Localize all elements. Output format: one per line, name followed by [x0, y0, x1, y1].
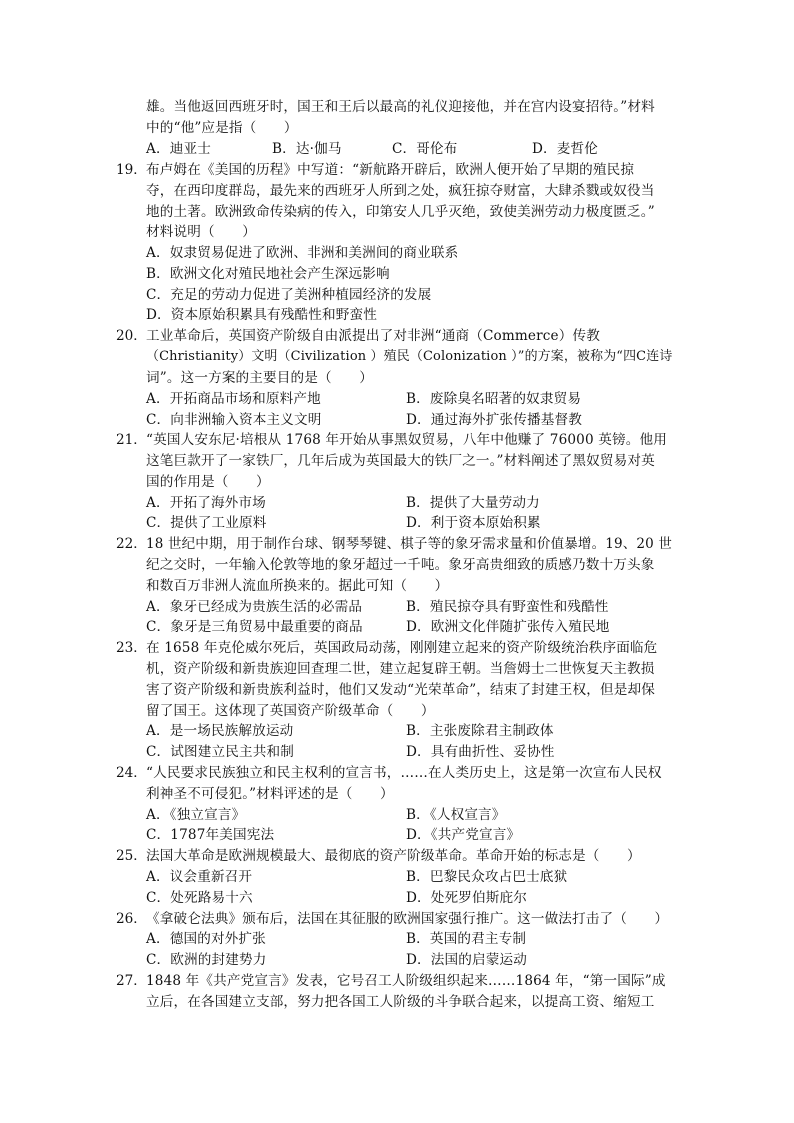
question-20-option-a[interactable]: A．开拓商品市场和原料产地: [146, 391, 321, 407]
question-19-option-b[interactable]: B．欧洲文化对殖民地社会产生深远影响: [146, 266, 390, 282]
question-18-line-1: 雄。当他返回西班牙时，国王和王后以最高的礼仪迎接他，并在宫内设宴招待。”材料: [146, 99, 655, 115]
question-19-option-a[interactable]: A．奴隶贸易促进了欧洲、非洲和美洲间的商业联系: [146, 245, 459, 261]
question-24-option-c[interactable]: C．1787年美国宪法: [146, 827, 275, 843]
question-21-option-d[interactable]: D．利于资本原始积累: [406, 515, 541, 531]
question-18-option-c[interactable]: C．哥伦布: [392, 141, 458, 157]
question-23-line-1: 在 1658 年克伦威尔死后，英国政局动荡，刚刚建立起来的资产阶级统治秩序面临危: [146, 640, 658, 656]
question-20-option-b[interactable]: B．废除臭名昭著的奴隶贸易: [406, 391, 582, 407]
question-22-line-3: 和数百万非洲人流血所换来的。据此可知（ ）: [146, 578, 449, 594]
question-26-option-a[interactable]: A．德国的对外扩张: [146, 931, 266, 947]
question-21-option-b[interactable]: B．提供了大量劳动力: [406, 495, 540, 511]
question-22-option-a[interactable]: A．象牙已经成为贵族生活的必需品: [146, 599, 363, 615]
question-number: 26．: [116, 911, 147, 927]
question-19-line-1: 布卢姆在《美国的历程》中写道：“新航路开辟后，欧洲人便开始了早期的殖民掠: [146, 162, 635, 178]
question-number: 20．: [116, 328, 147, 344]
question-22-line-1: 18 世纪中期，用于制作台球、钢琴琴键、棋子等的象牙需求量和价值暴增。19、20 世: [146, 536, 673, 552]
question-21-option-c[interactable]: C．提供了工业原料: [146, 515, 267, 531]
question-number: 23．: [116, 640, 147, 656]
question-22-option-c[interactable]: C．象牙是三角贸易中最重要的商品: [146, 619, 363, 635]
question-19-line-3: 地的土著。欧洲致命传染病的传入，印第安人几乎灭绝，致使美洲劳动力极度匮乏。”: [146, 204, 655, 220]
question-22-line-2: 纪之交时，一年输入伦敦等地的象牙超过一千吨。象牙高贵细致的质感乃数十万头象: [146, 557, 655, 573]
question-23-line-4: 留了国王。这体现了英国资产阶级革命（ ）: [146, 703, 435, 719]
question-21-line-1: “英国人安东尼·培根从 1768 年开始从事黑奴贸易，八年中他赚了 76000 英镑。他用: [146, 432, 667, 448]
question-27-line-2: 立后，在各国建立支部，努力把各国工人阶级的斗争联合起来，以提高工资、缩短工: [146, 994, 655, 1010]
question-number: 24．: [116, 765, 147, 781]
question-22-option-d[interactable]: D．欧洲文化伴随扩张传入殖民地: [406, 619, 610, 635]
question-18-option-d[interactable]: D．麦哲伦: [532, 141, 599, 157]
question-21-line-3: 国的作用是（ ）: [146, 474, 270, 490]
question-20-line-3: 词”。这一方案的主要目的是（ ）: [146, 370, 373, 386]
question-26-option-d[interactable]: D．法国的启蒙运动: [406, 952, 527, 968]
question-21-option-a[interactable]: A．开拓了海外市场: [146, 495, 266, 511]
question-23-option-a[interactable]: A．是一场民族解放运动: [146, 723, 294, 739]
question-24-option-a[interactable]: A．《独立宣言》: [146, 807, 246, 823]
question-20-option-c[interactable]: C．向非洲输入资本主义文明: [146, 412, 322, 428]
question-number: 22．: [116, 536, 147, 552]
question-19-option-d[interactable]: D．资本原始积累具有残酷性和野蛮性: [146, 307, 377, 323]
question-24-option-d[interactable]: D．《共产党宣言》: [406, 827, 521, 843]
question-26-option-b[interactable]: B．英国的君主专制: [406, 931, 527, 947]
question-18-option-b[interactable]: B．达·伽马: [272, 141, 342, 157]
question-20-line-2: （Christianity）文明（Civilization ）殖民（Colonization ）”的方案，被称为“四C连诗: [146, 349, 673, 364]
question-24-line-1: “人民要求民族独立和民主权利的宣言书，……在人类历史上，这是第一次宣布人民权: [146, 765, 662, 781]
question-number: 21．: [116, 432, 147, 448]
question-18-line-2: 中的“他”应是指（ ）: [146, 120, 298, 136]
question-21-line-2: 这笔巨款开了一家铁厂，几年后成为英国最大的铁厂之一。”材料阐述了黑奴贸易对英: [146, 453, 655, 469]
question-19-line-2: 夺，在西印度群岛，最先来的西班牙人所到之处，疯狂掠夺财富，大肆杀戮或奴役当: [146, 183, 655, 199]
question-23-line-3: 害了资产阶级和新贵族利益时，他们又发动“光荣革命”，结束了封建王权，但是却保: [146, 682, 655, 698]
question-26-line-1: 《拿破仑法典》颁布后，法国在其征服的欧洲国家强行推广。这一做法打击了（ ）: [146, 911, 669, 927]
question-22-option-b[interactable]: B．殖民掠夺具有野蛮性和残酷性: [406, 599, 609, 615]
question-20-option-d[interactable]: D．通过海外扩张传播基督教: [406, 412, 582, 428]
question-25-option-a[interactable]: A．议会重新召开: [146, 869, 253, 885]
question-24-option-b[interactable]: B．《人权宣言》: [406, 807, 506, 823]
question-25-option-b[interactable]: B．巴黎民众攻占巴士底狱: [406, 869, 568, 885]
question-25-option-c[interactable]: C．处死路易十六: [146, 890, 253, 906]
question-20-line-1: 工业革命后，英国资产阶级自由派提出了对非洲“通商（Commerce）传教: [146, 328, 600, 344]
question-number: 25．: [116, 848, 147, 864]
question-25-option-d[interactable]: D．处死罗伯斯庇尔: [406, 890, 527, 906]
question-19-option-c[interactable]: C．充足的劳动力促进了美洲种植园经济的发展: [146, 287, 432, 303]
question-number: 27．: [116, 973, 147, 989]
question-19-line-4: 材料说明（ ）: [146, 224, 256, 240]
question-23-option-b[interactable]: B．主张废除君主制政体: [406, 723, 554, 739]
question-number: 19．: [116, 162, 147, 178]
question-23-option-c[interactable]: C．试图建立民主共和制: [146, 744, 294, 760]
question-25-line-1: 法国大革命是欧洲规模最大、最彻底的资产阶级革命。革命开始的标志是（ ）: [146, 848, 641, 864]
question-26-option-c[interactable]: C．欧洲的封建势力: [146, 952, 267, 968]
question-27-line-1: 1848 年《共产党宣言》发表，它号召工人阶级组织起来……1864 年，“第一国际”成: [146, 973, 666, 989]
question-23-option-d[interactable]: D．具有曲折性、妥协性: [406, 744, 555, 760]
question-23-line-2: 机，资产阶级和新贵族迎回查理二世，建立起复辟王朝。当詹姆士二世恢复天主教损: [146, 661, 655, 677]
question-18-option-a[interactable]: A．迪亚士: [146, 141, 211, 157]
question-24-line-2: 利神圣不可侵犯。”材料评述的是（ ）: [146, 786, 394, 802]
